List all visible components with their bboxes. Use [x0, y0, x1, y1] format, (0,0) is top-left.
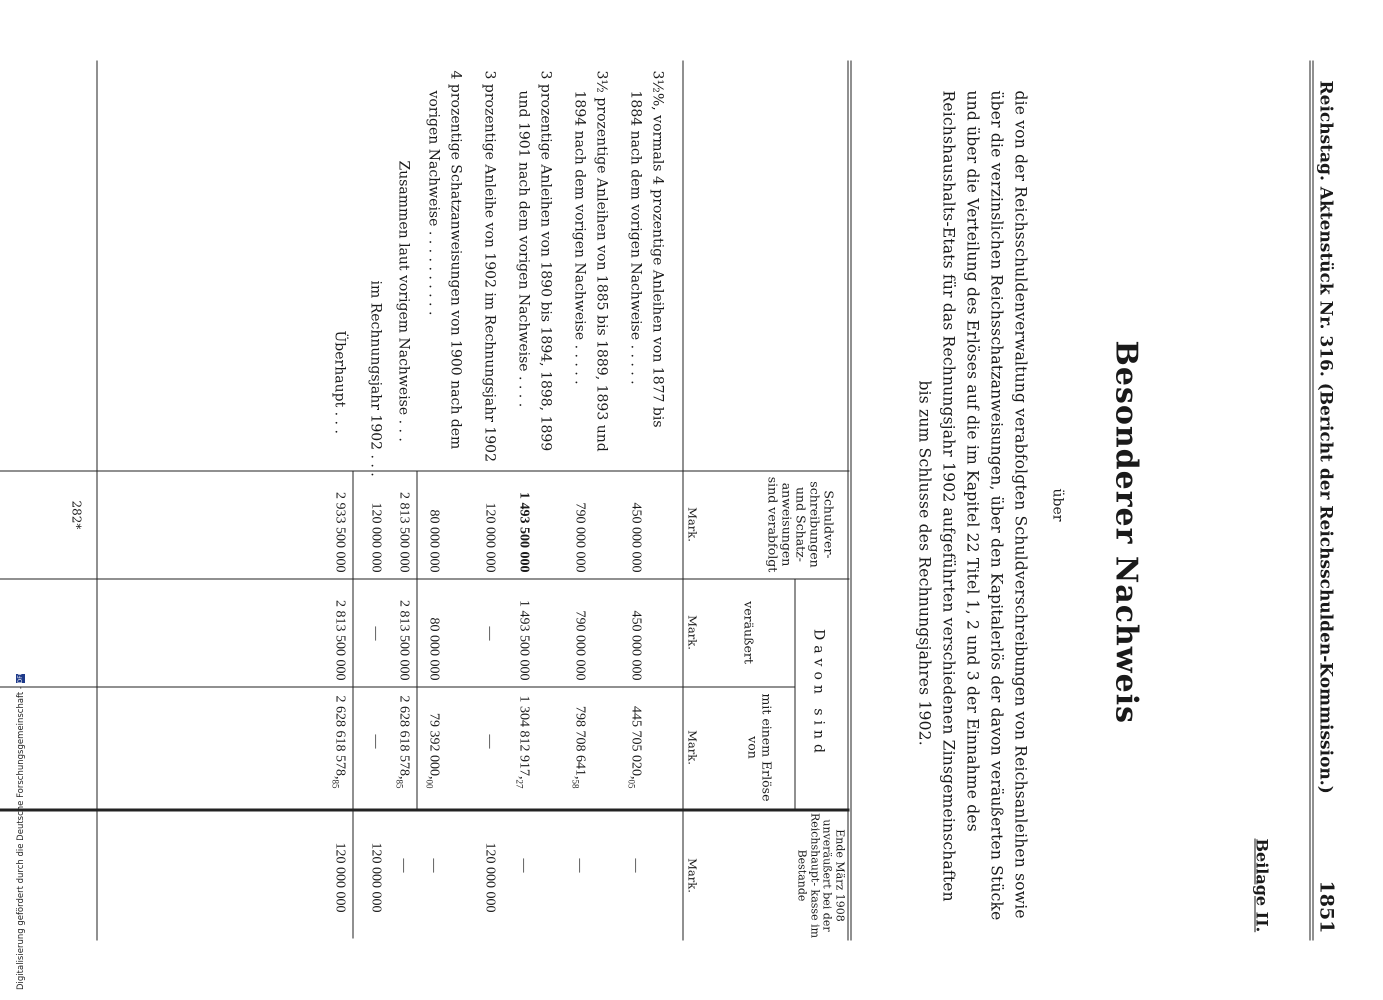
grand-total-label: Überhaupt . . . [331, 330, 347, 434]
unit-col-2: Mark. [685, 614, 699, 650]
page-number: 1851 [1315, 880, 1337, 933]
cell-verabfolgt: 790 000 000 [572, 502, 587, 572]
cell-erloes: 445 705 $020,_{05}$ [626, 705, 643, 788]
body-line-2: über die verzinslichen Reichsschatzanweisungen, über den Kapitalerlös der davon veräußerten Stücke [987, 90, 1005, 920]
cell-erloes: — [368, 734, 383, 748]
cell-bestand: 120 000 000 [332, 842, 347, 912]
unit-col-3: Mark. [685, 729, 699, 765]
cell-bestand: — [572, 858, 587, 872]
table-bottom-rule [96, 60, 97, 940]
funding-text: Digitalisierung gefördert durch die Deutsche Forschungsgemeinschaft - [16, 686, 26, 990]
cell-veraeussert: 790 000 000 [572, 610, 587, 680]
body-line-1: die von der Reichsschuldenverwaltung verabfolgten Schuldverschreibungen von Reichsanleihen sowie [1011, 90, 1029, 919]
header-verabfolgt: Schuldver- schreibungen und Schatz- anweisungen sind verabfolgt [765, 476, 836, 572]
cell-verabfolgt: 450 000 000 [628, 502, 643, 572]
total-rule [352, 686, 353, 808]
cell-bestand: — [426, 858, 441, 872]
dfg-logo-icon: DFG [17, 670, 24, 684]
header-left: Reichstag. Aktenstück Nr. 316. (Bericht der Reichsschulden-Kommission.) [1315, 80, 1335, 794]
cell-bestand: 120 000 000 [482, 842, 497, 912]
footer-page-number: 282* [69, 500, 83, 529]
body-line-4: Reichshaushalts-Etats für das Rechnungsjahr 1902 aufgeführten verschiedenen Zinsgemeinschaften [939, 90, 957, 902]
subtitle: über [1049, 488, 1065, 521]
row-label-cont: 1894 nach dem vorigen Nachweise . . . . . [571, 90, 587, 385]
col-divider-1 [0, 470, 849, 471]
cell-bestand: — [516, 858, 531, 872]
cell-bestand: 120 000 000 [368, 842, 383, 912]
total-label: Zusammen laut vorigem Nachweise . . . [395, 160, 411, 442]
cell-verabfolgt: 120 000 000 [482, 502, 497, 572]
cell-erloes: — [482, 734, 497, 748]
total-rule [352, 578, 353, 698]
row-label: 3½ prozentige Anleihen von 1885 bis 1889, 1893 und [593, 70, 609, 452]
cell-erloes: 2 628 618 $578,_{85}$ [330, 695, 347, 788]
unit-col-1: Mark. [685, 506, 699, 542]
cell-bestand: — [628, 858, 643, 872]
body-line-5: bis zum Schlusse des Rechnungsjahres 1902. [915, 380, 933, 746]
cell-veraeussert: 1 493 500 000 [516, 599, 531, 680]
cell-erloes: 79 392 $000,_{00}$ [424, 712, 441, 788]
col-divider-4 [0, 808, 849, 811]
row-label: 3 prozentige Anleihe von 1902 im Rechnungsjahr 1902 [481, 70, 497, 462]
header-veraeussert: veräußert [741, 600, 756, 664]
cell-erloes: 2 628 618 $578,_{85}$ [394, 695, 411, 788]
cell-veraeussert: 80 000 000 [426, 617, 441, 680]
row-label-cont: 1884 nach dem vorigen Nachweise . . . . . [627, 90, 643, 385]
header-unveraeussert: Ende März 1908 unveräußert bei der Reichshaupt- kasse im Bestande [795, 812, 846, 938]
header-erloes: mit einem Erlöse von [745, 693, 774, 801]
total-rule [352, 470, 353, 590]
row-label-cont: und 1901 nach dem vorigen Nachweise . . . . [515, 90, 531, 407]
cell-erloes: 1 304 812 $917,_{27}$ [514, 695, 531, 788]
total-label: im Rechnungsjahr 1902 . . . [367, 280, 383, 477]
cell-veraeussert: 2 813 500 000 [332, 599, 347, 680]
cell-veraeussert: — [482, 626, 497, 640]
group-header-rule [794, 578, 795, 808]
subtotal-rule [416, 578, 417, 698]
cell-veraeussert: — [368, 626, 383, 640]
cell-veraeussert: 450 000 000 [628, 610, 643, 680]
header-rule [1309, 60, 1313, 940]
body-line-3: und über die Verteilung des Erlöses auf die im Kapitel 22 Titel 1, 2 und 3 der Einnahme des [963, 90, 981, 832]
cell-verabfolgt: 120 000 000 [368, 502, 383, 572]
header-davon-sind: Davon sind [810, 628, 826, 758]
cell-verabfolgt: 80 000 000 [426, 509, 441, 572]
cell-verabfolgt: 1 493 500 000 [516, 491, 531, 572]
row-label: 3½%, vormals 4 prozentige Anleihen von 1877 bis [649, 70, 665, 428]
subtotal-rule [416, 686, 417, 808]
beilage-label: Beilage II. [1252, 838, 1271, 932]
col-divider-3 [0, 686, 795, 687]
row-label: 3 prozentige Anleihen von 1890 bis 1894, 1898, 1899 [537, 70, 553, 451]
total-rule [352, 808, 353, 938]
cell-erloes: 798 708 $641,_{58}$ [570, 705, 587, 788]
row-label: 4 prozentige Schatzanweisungen von 1900 nach dem [447, 70, 463, 449]
cell-verabfolgt: 2 933 500 000 [332, 491, 347, 572]
cell-veraeussert: 2 813 500 000 [396, 599, 411, 680]
subtotal-rule [416, 470, 417, 590]
cell-verabfolgt: 2 813 500 000 [396, 491, 411, 572]
col-divider-2 [0, 578, 849, 579]
page-title: Besonderer Nachweis [1108, 340, 1143, 724]
unit-col-4: Mark. [685, 857, 699, 893]
cell-bestand: — [396, 858, 411, 872]
row-label-cont: vorigen Nachweise . . . . . . . . . . [425, 90, 441, 315]
